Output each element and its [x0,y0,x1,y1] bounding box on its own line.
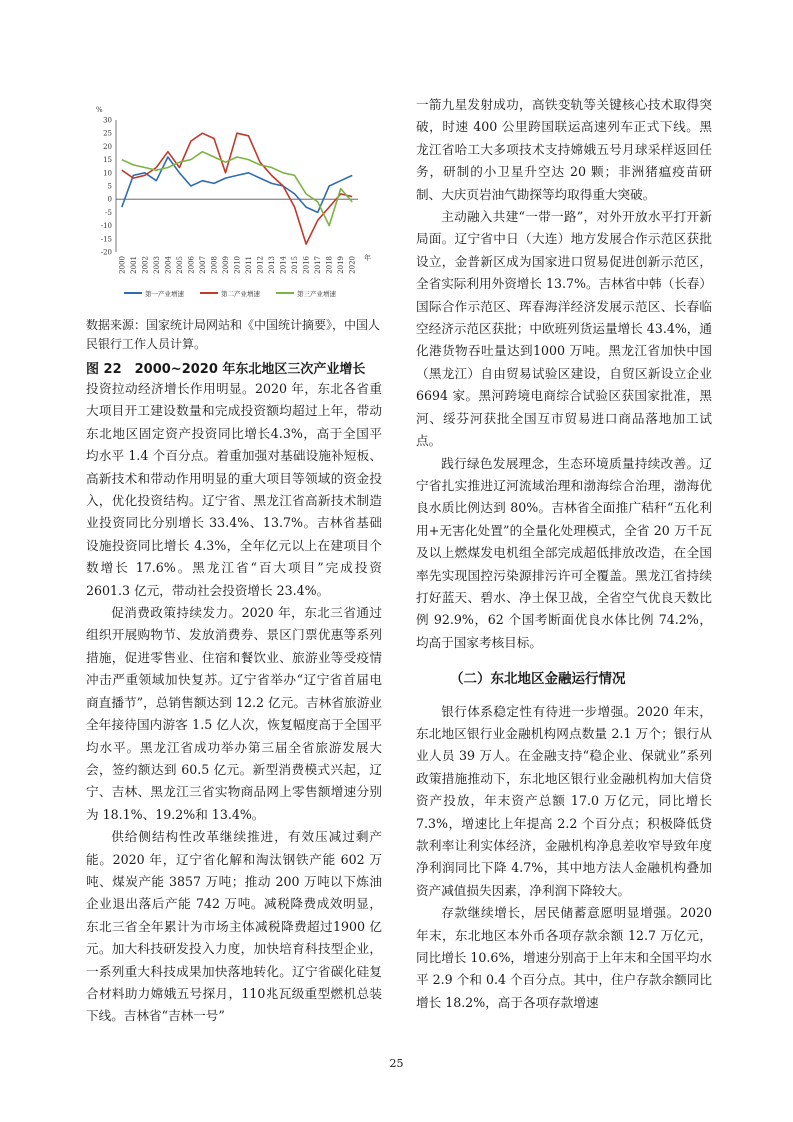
y-tick-label: 25 [103,129,112,138]
industry-growth-chart [84,100,384,310]
x-tick-label: 2016 [302,256,311,274]
x-tick-label: 2010 [233,256,242,274]
y-tick-label: 5 [107,182,112,191]
y-tick-label: 30 [103,116,112,125]
y-tick-label: -5 [105,208,112,217]
x-tick-label: 2015 [291,256,300,274]
y-tick-label: 0 [107,195,112,204]
x-tick-label: 2019 [337,256,346,274]
x-tick-label: 2003 [152,256,161,274]
y-tick-label: -10 [100,222,112,231]
x-tick-label: 2004 [164,256,173,274]
paragraph: 供给侧结构性改革继续推进，有效压减过剩产能。2020 年，辽宁省化解和淘汰钢铁产能 602 万吨、煤炭产能 3857 万吨；推动 200 万吨以下炼油企业退出落后产能 742 万吨。减税降费成效明显，东北三省全年累计为市场主体减税降费超过1900 亿元。加大科技研发投入力度，加快培育科技型企业，一系列重大科技成果加快落地转化。辽宁省碳化硅复合材料助力嫦娥五号探月，110兆瓦级重型燃机总装下线。吉林省“吉林一号” [86,829,382,1024]
y-axis-label: % [96,106,103,114]
x-tick-label: 2020 [348,256,357,274]
y-tick-label: 20 [103,142,112,151]
page-number: 25 [389,1057,404,1070]
paragraph: 存款继续增长，居民储蓄意愿明显增强。2020 年末，东北地区本外币各项存款余额 12.7 万亿元，同比增长 10.6%，增速分别高于上年末和全国平均水平 2.9 个和 0.4 个百分点。其中，住户存款余额同比增长 18.2%，高于各项存款增速 [416,905,712,1010]
series-line [122,133,352,244]
paragraph: 银行体系稳定性有待进一步增强。2020 年末，东北地区银行业金融机构网点数量 2.1 万个；银行从业人员 39 万人。在金融支持“稳企业、保就业”系列政策措施推动下，东北地区银行业金融机构加大信贷资产投放，年末资产总额 17.0 万亿元，同比增长 7.3%，增速比上年提高 2.2 个百分点；积极降低贷款利率让利实体经济，金融机构净息差收窄导致年度净利润同比下降 4.7%，其中地方法人金融机构叠加资产减值损失因素，净利润下降较大。 [416,703,712,898]
legend-item [200,289,260,298]
legend-label: 第二产业增速 [221,289,260,298]
legend-label: 第一产业增速 [145,289,184,298]
y-tick-label: -20 [100,248,112,257]
paragraph: 投资拉动经济增长作用明显。2020 年，东北各省重大项目开工建设数量和完成投资额均超过上年，带动东北地区固定资产投资同比增长4.3%，高于全国平均水平 1.4 个百分点。着重加强对基础设施补短板、高新技术和带动作用明显的重大项目等领域的资金投入，优化投资结构。辽宁省、黑龙江省高新技术制造业投资同比分别增长 33.4%、13.7%。吉林省基础设施投资同比增长 4.3%，全年亿元以上在建项目个数增长 17.6%。黑龙江省“百大项目”完成投资 2601.3 亿元，带动社会投资增长 23.4%。 [86,381,382,598]
chart-plot [84,100,384,285]
right-column [416,94,712,1014]
x-tick-label: 2018 [325,256,334,274]
x-tick-label: 2017 [314,256,323,274]
source-note: 数据来源：国家统计局网站和《中国统计摘要》，中国人民银行工作人员计算。 [86,318,381,351]
legend-swatch [200,292,218,294]
y-tick-label: 15 [103,156,112,165]
x-tick-label: 2006 [187,256,196,274]
paragraph: 主动融入共建“一带一路”，对外开放水平打开新局面。辽宁省中日（大连）地方发展合作示范区获批设立，金普新区成为国家进口贸易促进创新示范区，全省实际利用外资增长 13.7%。吉林省中韩（长春）国际合作示范区、珲春海洋经济发展示范区、长春临空经济示范区获批；中欧班列货运量增长 43.4%，通化港货物吞吐量达到1000 万吨。黑龙江省加快中国（黑龙江）自由贸易试验区建设，自贸区新设立企业 6694 家。黑河跨境电商综合试验区获国家批准，黑河、绥芬河获批全国互市贸易进口商品落地加工试点。 [416,209,712,449]
x-tick-label: 2014 [279,256,288,274]
figure-caption: 图 22 2000~2020 年东北地区三次产业增长 [86,362,366,377]
section-heading: （二）东北地区金融运行情况 [450,671,626,688]
x-tick-label: 2012 [256,256,265,274]
x-tick-label: 2000 [118,256,127,274]
paragraph: 促消费政策持续发力。2020 年，东北三省通过组织开展购物节、发放消费券、景区门票优惠等系列措施，促进零售业、住宿和餐饮业、旅游业等受疫情冲击严重领域加快复苏。辽宁省举办“辽宁省首届电商直播节”，总销售额达到 12.2 亿元。吉林省旅游业全年接待国内游客 1.5 亿人次，恢复幅度高于全国平均水平。黑龙江省成功举办第三届全省旅游发展大会，签约额达到 60.5 亿元。新型消费模式兴起，辽宁、吉林、黑龙江三省实物商品网上零售额增速分别为 18.1%、19.2%和 13.4%。 [86,605,382,822]
chart-legend [124,286,374,300]
x-tick-label: 2011 [245,256,254,274]
series-line [122,152,352,226]
legend-swatch [124,292,142,294]
y-tick-label: 10 [103,169,112,178]
legend-swatch [276,292,294,294]
x-axis-label: 年 [364,254,371,262]
legend-item [276,289,336,298]
y-tick-label: -15 [100,235,112,244]
legend-label: 第三产业增速 [297,289,336,298]
series-line [122,157,352,212]
x-tick-label: 2007 [198,256,207,274]
legend-item [124,289,184,298]
x-tick-label: 2001 [129,256,138,274]
x-tick-label: 2005 [175,256,184,274]
x-tick-label: 2002 [141,256,150,274]
paragraph: 一箭九星发射成功，高铁变轨等关键核心技术取得突破，时速 400 公里跨国联运高速列车正式下线。黑龙江省哈工大多项技术支持嫦娥五号月球采样返回任务，研制的小卫星升空达 20 颗；非洲猪瘟疫苗研制、大庆页岩油气勘探等均取得重大突破。 [416,97,712,202]
paragraph: 践行绿色发展理念，生态环境质量持续改善。辽宁省扎实推进辽河流域治理和渤海综合治理，渤海优良水质比例达到 80%。吉林省全面推广秸秆“五化利用+无害化处置”的全量化处理模式，全省 20 万千瓦及以上燃煤发电机组全部完成超低排放改造，在全国率先实现国控污染源排污许可全覆盖。黑龙江省持续打好蓝天、碧水、净土保卫战，全省空气优良天数比例 92.9%，62 个国考断面优良水体比例 74.2%，均高于国家考核目标。 [416,455,712,650]
x-tick-label: 2009 [221,256,230,274]
left-column [86,378,382,1028]
x-tick-label: 2013 [268,256,277,274]
x-tick-label: 2008 [210,256,219,274]
